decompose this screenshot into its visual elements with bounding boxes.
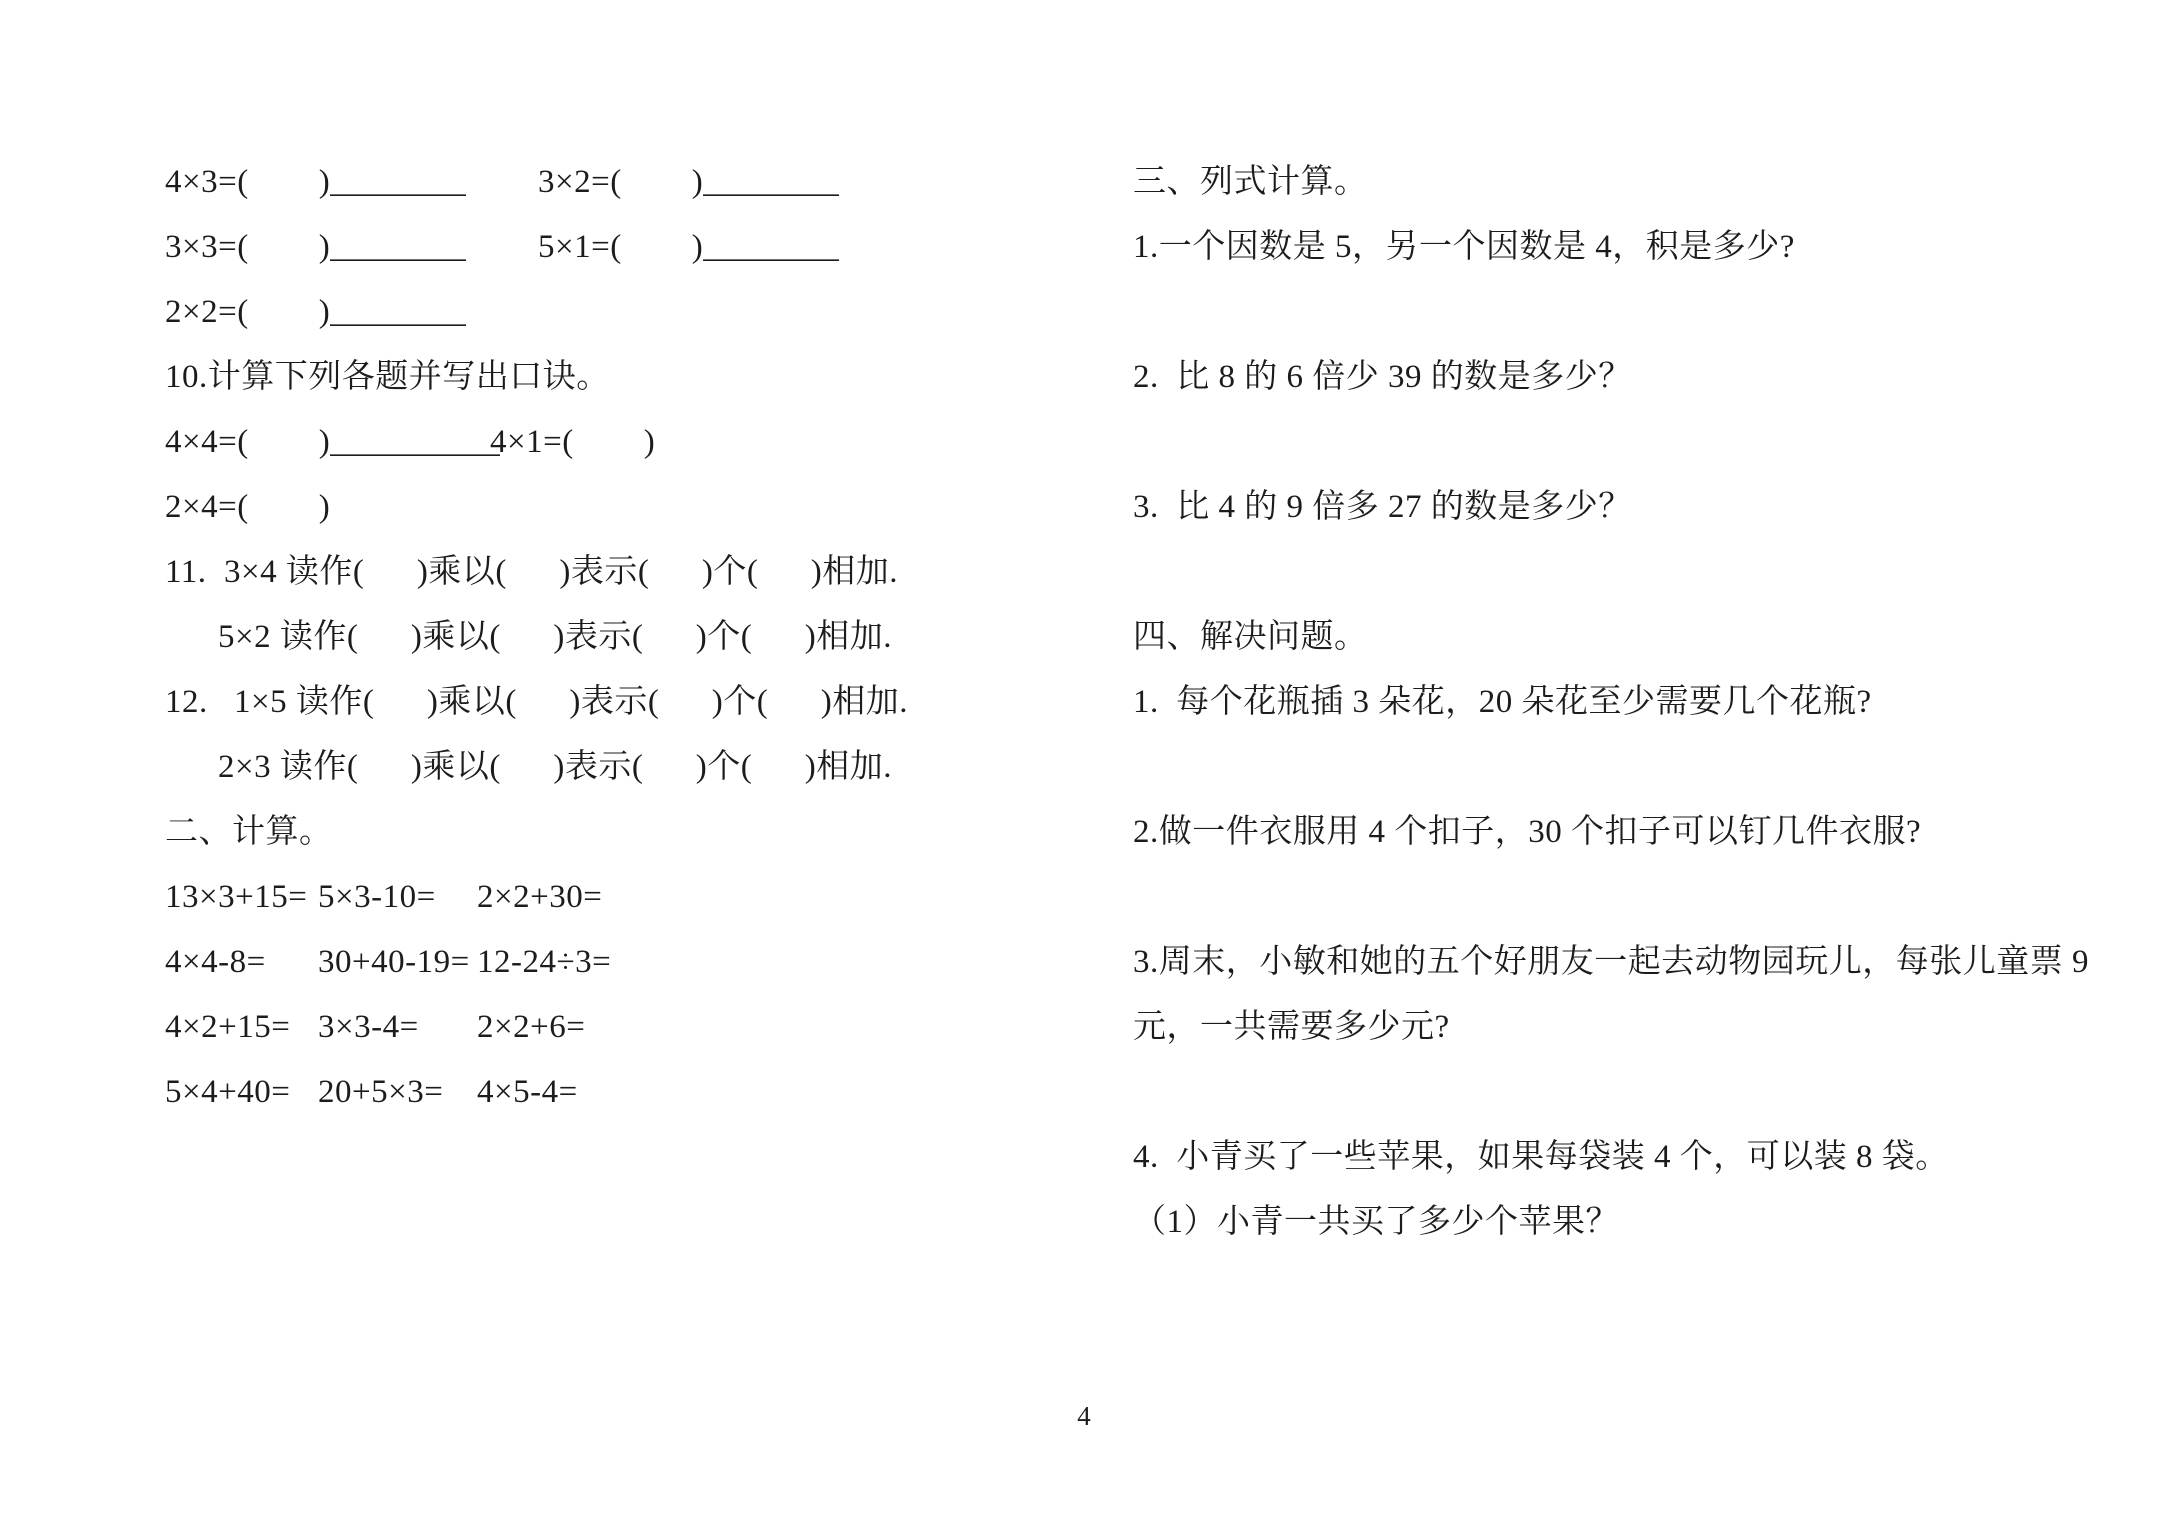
calc-expression: 2×2+30= [477,879,603,915]
word-problem-text: 2. 比 8 的 6 倍少 39 的数是多少？ [1133,359,1632,395]
formula-blank: 2×4=( ) [165,489,331,525]
formula-blank: 4×4=( )__________ [165,424,501,460]
calc-row-2 [165,930,1085,995]
problem-10-label: 10.计算下列各题并写出口诀。 [165,359,610,395]
fill-in-row-4 [165,410,1085,475]
calc-row-1 [165,865,1085,930]
section-2-label: 二、计算。 [165,814,333,850]
word-problem-text: 4. 小青买了一些苹果，如果每袋装 4 个，可以装 8 袋。 [1133,1139,1949,1175]
blank-line [1133,1060,2133,1125]
calc-expression: 2×2+6= [477,1009,586,1045]
word-problem-3-2 [1133,345,2133,410]
formula-blank: 4×3=( )________ [165,164,467,200]
formula-blank: 5×1=( )________ [538,229,840,265]
problem-12-line-1 [165,670,1085,735]
word-problem-4-2 [1133,800,2133,865]
page-number: 4 [1077,1401,1091,1431]
blank-line [1133,410,2133,475]
calc-expression: 3×3-4= [318,1009,419,1045]
calc-expression: 4×2+15= [165,1009,291,1045]
blank-line [1133,280,2133,345]
calc-expression: 12-24÷3= [477,944,612,980]
section-2-heading [165,800,1085,865]
calc-row-4 [165,1060,1085,1125]
formula-blank: 3×2=( )________ [538,164,840,200]
calc-expression: 5×4+40= [165,1074,291,1110]
left-column [165,150,1085,1125]
fill-in-row-1 [165,150,1085,215]
word-problem-text: 1.一个因数是 5，另一个因数是 4，积是多少? [1133,229,1795,265]
formula-blank: 2×2=( )________ [165,294,467,330]
reading-exercise: 5×2 读作( )乘以( )表示( )个( )相加. [218,619,893,655]
calc-expression: 5×3-10= [318,879,436,915]
section-3-label: 三、列式计算。 [1133,164,1368,200]
calc-expression: 4×4-8= [165,944,266,980]
word-problem-text: 元，一共需要多少元? [1133,1009,1450,1045]
calc-row-3 [165,995,1085,1060]
word-problem-4-4 [1133,1125,2133,1190]
section-3-heading [1133,150,2133,215]
word-problem-4-3-line-2 [1133,995,2133,1060]
fill-in-row-2 [165,215,1085,280]
fill-in-row-5 [165,475,1085,540]
problem-12-line-2 [165,735,1085,800]
problem-11-line-1 [165,540,1085,605]
formula-blank: 4×1=( ) [490,424,656,460]
fill-in-row-3 [165,280,1085,345]
blank-line [1133,540,2133,605]
problem-10-heading [165,345,1085,410]
calc-expression: 30+40-19= [318,944,470,980]
formula-blank: 3×3=( )________ [165,229,467,265]
word-problem-text: 2.做一件衣服用 4 个扣子，30 个扣子可以钉几件衣服? [1133,814,1922,850]
word-problem-text: 3. 比 4 的 9 倍多 27 的数是多少？ [1133,489,1632,525]
word-problem-text: 1. 每个花瓶插 3 朵花，20 朵花至少需要几个花瓶? [1133,684,1872,720]
calc-expression: 4×5-4= [477,1074,578,1110]
calc-expression: 20+5×3= [318,1074,444,1110]
blank-line [1133,865,2133,930]
word-problem-4-1 [1133,670,2133,735]
reading-exercise: 12. 1×5 读作( )乘以( )表示( )个( )相加. [165,684,909,720]
word-problem-text: （1）小青一共买了多少个苹果？ [1133,1204,1619,1240]
problem-11-line-2 [165,605,1085,670]
word-problem-text: 3.周末，小敏和她的五个好朋友一起去动物园玩儿，每张儿童票 9 [1133,944,2089,980]
word-problem-3-1 [1133,215,2133,280]
calc-expression: 13×3+15= [165,879,308,915]
word-problem-4-4-sub-1 [1133,1190,2133,1255]
word-problem-4-3-line-1 [1133,930,2133,995]
section-4-label: 四、解决问题。 [1133,619,1368,655]
reading-exercise: 11. 3×4 读作( )乘以( )表示( )个( )相加. [165,554,899,590]
right-column [1133,150,2133,1255]
blank-line [1133,735,2133,800]
reading-exercise: 2×3 读作( )乘以( )表示( )个( )相加. [218,749,893,785]
word-problem-3-3 [1133,475,2133,540]
section-4-heading [1133,605,2133,670]
